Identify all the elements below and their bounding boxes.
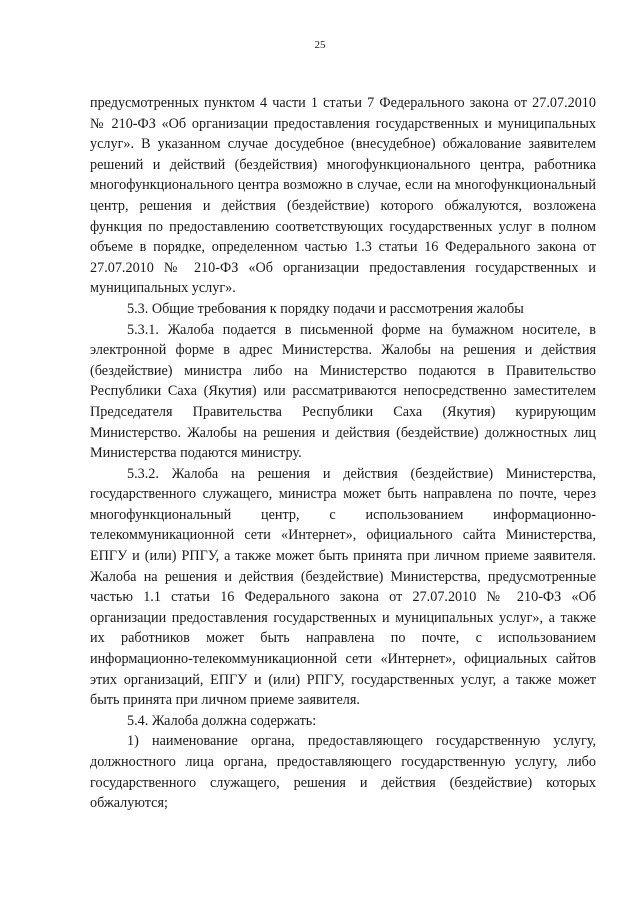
section-heading-5-4: 5.4. Жалоба должна содержать: [127, 712, 317, 729]
document-body [90, 93, 596, 814]
paragraph-5-3-1: 5.3.1. Жалоба подается в письменной форме на бумажном носителе, в электронной форме в адрес Министерства. Жалобы на решения и действия (бездействие) министра либо на Министерство подаются в Правительство Республики Саха (Якутия) или рассматриваются непосредственно заместителем Председателя Правительства Республики Саха (Якутия) курирующим Министерство. Жалобы на решения и действия (бездействие) должностных лиц Министерства подаются министру. [90, 321, 596, 462]
section-heading-5-3: 5.3. Общие требования к порядку подачи и рассмотрения жалобы [127, 300, 524, 317]
page-number: 25 [314, 39, 326, 51]
paragraph-continuation: предусмотренных пунктом 4 части 1 статьи 7 Федерального закона от 27.07.2010 № 210-ФЗ «Об организации предоставления государственных и муниципальных услуг». В указанном случае досудебное (внесудебное) обжалование заявителем решений и действий (бездействия) многофункционального центра, работника многофункционального центра возможно в случае, если на многофункциональный центр, решения и действия (бездействие) которого обжалуются, возложена функция по предоставлению соответствующих государственных услуг в полном объеме в порядке, определенном частью 1.3 статьи 16 Федерального закона от 27.07.2010 № 210-ФЗ «Об организации предоставления государственных и муниципальных услуг». [90, 95, 596, 297]
paragraph-5-3-2: 5.3.2. Жалоба на решения и действия (бездействие) Министерства, государственного служащего, министра может быть направлена по почте, через многофункциональный центр, с использованием информационно-телекоммуникационной сети «Интернет», официального сайта Министерства, ЕПГУ и (или) РПГУ, а также может быть принята при личном приеме заявителя. Жалоба на решения и действия (бездействие) Министерства, предусмотренные частью 1.1 статьи 16 Федерального закона от 27.07.2010 № 210-ФЗ «Об организации предоставления государственных и муниципальных услуг», а также их работников может быть направлена по почте, с использованием информационно-телекоммуникационной сети «Интернет», официальных сайтов этих организаций, ЕПГУ и (или) РПГУ, государственных услуг, а также может быть принята при личном приеме заявителя. [90, 465, 596, 709]
list-item-1: 1) наименование органа, предоставляющего государственную услугу, должностного лица органа, предоставляющего государственную услугу, либо государственного служащего, решения и действия (бездействие) которых обжалуются; [90, 733, 596, 812]
